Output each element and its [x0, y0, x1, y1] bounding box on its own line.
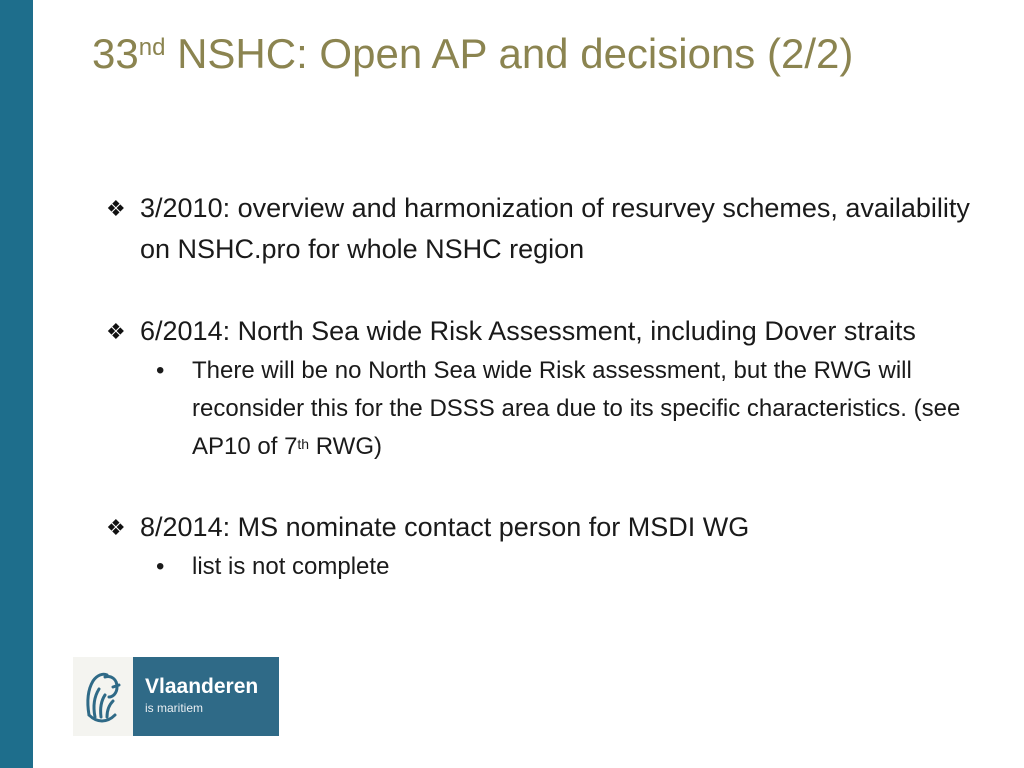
- title-rest: NSHC: Open AP and decisions (2/2): [165, 30, 854, 77]
- sub-bullet-text: list is not complete: [192, 553, 390, 580]
- sub-bullet-text-start: There will be no North Sea wide Risk assessment, but the RWG will reconsider this for the DSSS area due to its specific characteristics. (see AP10 of 7: [192, 357, 961, 460]
- bullet-item: [106, 311, 986, 352]
- title-superscript: nd: [138, 34, 166, 61]
- bullet-text: 3/2010: overview and harmonization of resurvey schemes, availability on NSHC.pro for whole NSHC region: [140, 193, 970, 264]
- logo-tagline: is maritiem: [145, 701, 204, 715]
- left-accent-bar: [0, 0, 33, 768]
- sub-bullet-text-end: RWG): [309, 433, 382, 460]
- diamond-bullet-icon: ❖: [106, 319, 126, 344]
- bullet-text: 6/2014: North Sea wide Risk Assessment, including Dover straits: [140, 316, 916, 346]
- lion-emblem-icon: [73, 657, 133, 736]
- bullet-text: 8/2014: MS nominate contact person for MSDI WG: [140, 512, 750, 542]
- diamond-bullet-icon: ❖: [106, 196, 126, 221]
- dot-bullet-icon: •: [156, 553, 165, 580]
- slide-title: [92, 24, 853, 84]
- sub-bullet-superscript: th: [297, 436, 310, 452]
- sub-bullet-item: [106, 352, 986, 466]
- dot-bullet-icon: •: [156, 357, 165, 384]
- sub-bullet-item: [106, 548, 986, 586]
- title-prefix: 33: [92, 30, 139, 77]
- vlaanderen-logo: [73, 657, 279, 736]
- bullet-item: [106, 188, 986, 270]
- bullet-item: [106, 507, 986, 548]
- logo-name: Vlaanderen: [145, 675, 259, 698]
- diamond-bullet-icon: ❖: [106, 515, 126, 540]
- slide-content: [106, 188, 986, 586]
